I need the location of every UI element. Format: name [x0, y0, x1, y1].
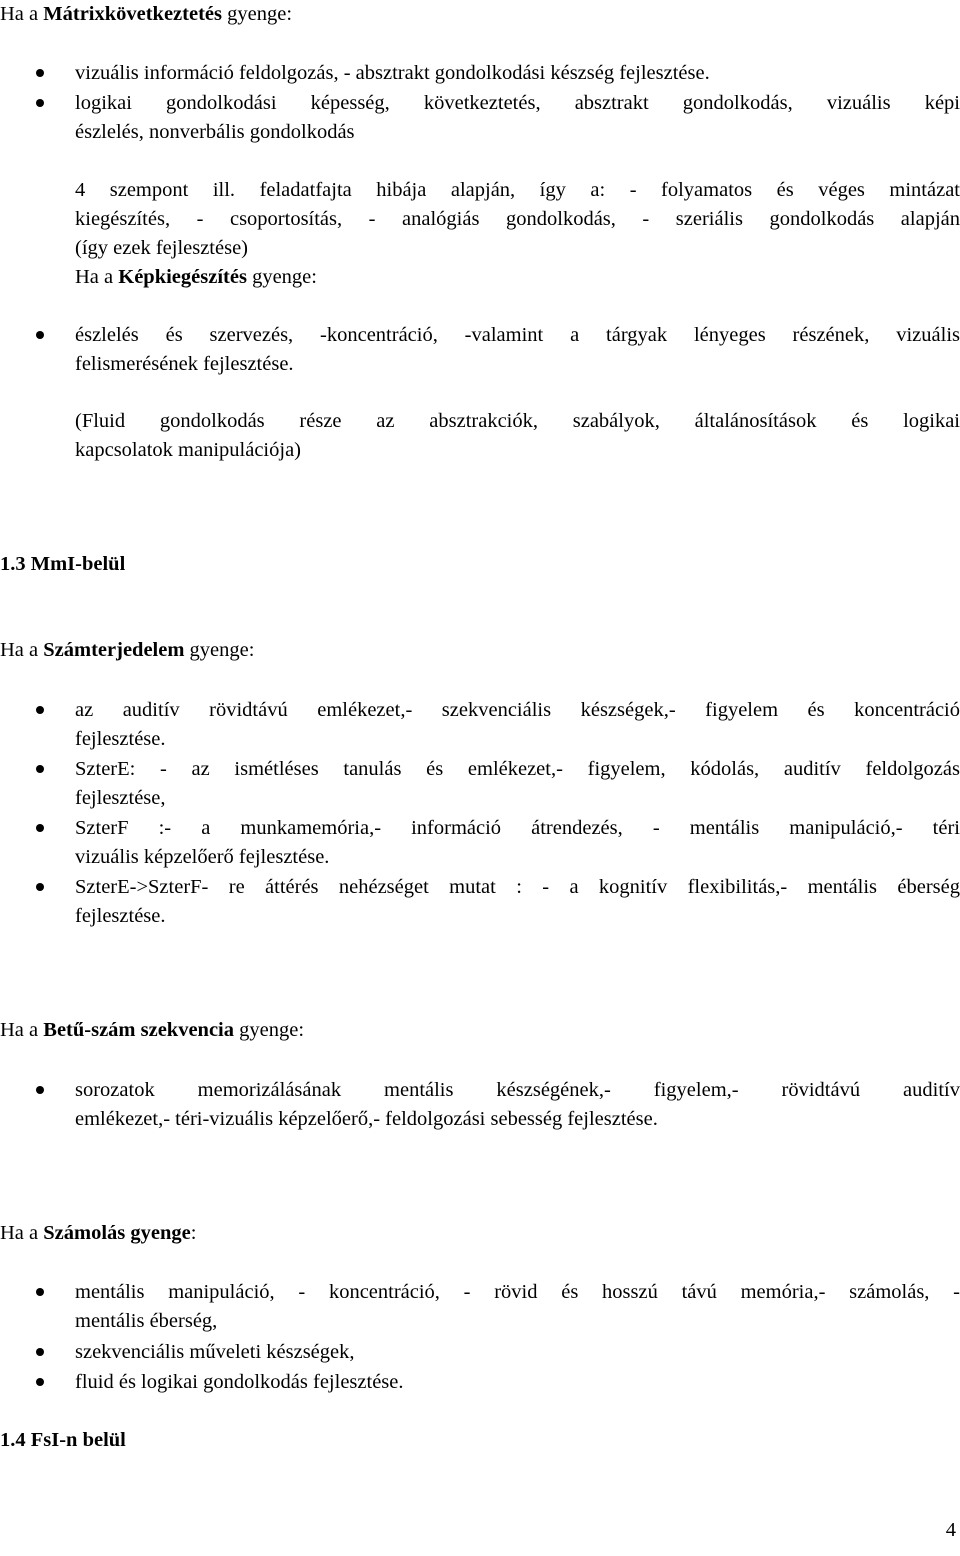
bullet-icon	[36, 824, 44, 832]
list-item-continuation: emlékezet,- téri-vizuális képzelőerő,- feldolgozási sebesség fejlesztése.	[75, 1108, 658, 1130]
bullet-icon	[36, 1378, 44, 1386]
heading-szamterjedelem	[0, 636, 254, 665]
heading-bold-term: Képkiegészítés	[118, 266, 247, 288]
heading-suffix: gyenge:	[184, 639, 255, 661]
list-item: mentális manipuláció, - koncentráció, - rövid és hosszú távú memória,- számolás, -	[75, 1281, 960, 1303]
bullet-icon	[36, 1288, 44, 1296]
page-number: 4	[945, 1519, 956, 1541]
section-title: 1.4 FsI-n belül	[0, 1429, 126, 1451]
heading-bold-term: Számterjedelem	[43, 639, 185, 661]
heading-bold-term: Betű-szám szekvencia	[43, 1019, 234, 1041]
heading-prefix: Ha a	[0, 639, 44, 661]
section-heading	[0, 1426, 126, 1455]
heading-prefix: Ha a	[0, 1222, 44, 1244]
list-item-continuation: vizuális képzelőerő fejlesztése.	[75, 846, 330, 868]
paragraph-line: 4 szempont ill. feladatfajta hibája alapján, így a: - folyamatos és véges mintázat	[75, 179, 960, 201]
heading-prefix: Ha a	[75, 266, 119, 288]
bullet-icon	[36, 69, 44, 77]
bullet-icon	[36, 99, 44, 107]
heading-matrixkovetkeztetes	[0, 0, 292, 29]
list-item-continuation: fejlesztése,	[75, 787, 166, 809]
list-item-continuation: fejlesztése.	[75, 728, 166, 750]
heading-betu-szam-szekvencia	[0, 1016, 304, 1045]
section-title: 1.3 MmI-belül	[0, 553, 126, 575]
bullet-icon	[36, 765, 44, 773]
list-item: az auditív rövidtávú emlékezet,- szekvenciális készségek,- figyelem és koncentráció	[75, 699, 960, 721]
heading-suffix: gyenge:	[222, 3, 293, 25]
list-item-continuation: felismerésének fejlesztése.	[75, 353, 294, 375]
heading-suffix: gyenge:	[246, 266, 317, 288]
section-heading	[0, 550, 125, 579]
heading-kepkiegeszites	[75, 263, 317, 292]
list-item: fluid és logikai gondolkodás fejlesztése.	[75, 1371, 404, 1393]
heading-suffix: gyenge:	[234, 1019, 305, 1041]
bullet-icon	[36, 706, 44, 714]
list-item-continuation: mentális éberség,	[75, 1310, 218, 1332]
list-item: logikai gondolkodási képesség, következtetés, absztrakt gondolkodás, vizuális képi	[75, 92, 960, 114]
bullet-icon	[36, 1086, 44, 1094]
paragraph-line: (így ezek fejlesztése)	[75, 237, 249, 259]
bullet-icon	[36, 883, 44, 891]
list-item: szekvenciális műveleti készségek,	[75, 1341, 355, 1363]
paragraph-line: (Fluid gondolkodás része az absztrakciók, szabályok, általánosítások és logikai	[75, 410, 960, 432]
bullet-icon	[36, 331, 44, 339]
list-item-continuation: észlelés, nonverbális gondolkodás	[75, 121, 355, 143]
heading-szamolas	[0, 1219, 196, 1248]
heading-bold-term: Számolás gyenge	[43, 1222, 191, 1244]
list-item: észlelés és szervezés, -koncentráció, -valamint a tárgyak lényeges részének, vizuális	[75, 324, 960, 346]
list-item: vizuális információ feldolgozás, - absztrakt gondolkodási készség fejlesztése.	[75, 62, 710, 84]
list-item: SzterF :- a munkamemória,- információ átrendezés, - mentális manipuláció,- téri	[75, 817, 960, 839]
list-item: sorozatok memorizálásának mentális készségének,- figyelem,- rövidtávú auditív	[75, 1079, 960, 1101]
list-item: SzterE->SzterF- re áttérés nehézséget mutat : - a kognitív flexibilitás,- mentális éberség	[75, 876, 960, 898]
list-item: SzterE: - az ismétléses tanulás és emlékezet,- figyelem, kódolás, auditív feldolgozás	[75, 758, 960, 780]
bullet-icon	[36, 1348, 44, 1356]
paragraph-line: kiegészítés, - csoportosítás, - analógiás gondolkodás, - szeriális gondolkodás alapján	[75, 208, 960, 230]
heading-prefix: Ha a	[0, 1019, 44, 1041]
heading-prefix: Ha a	[0, 3, 44, 25]
heading-bold-term: Mátrixkövetkeztetés	[43, 3, 222, 25]
paragraph-line: kapcsolatok manipulációja)	[75, 439, 301, 461]
list-item-continuation: fejlesztése.	[75, 905, 166, 927]
heading-suffix: :	[190, 1222, 197, 1244]
